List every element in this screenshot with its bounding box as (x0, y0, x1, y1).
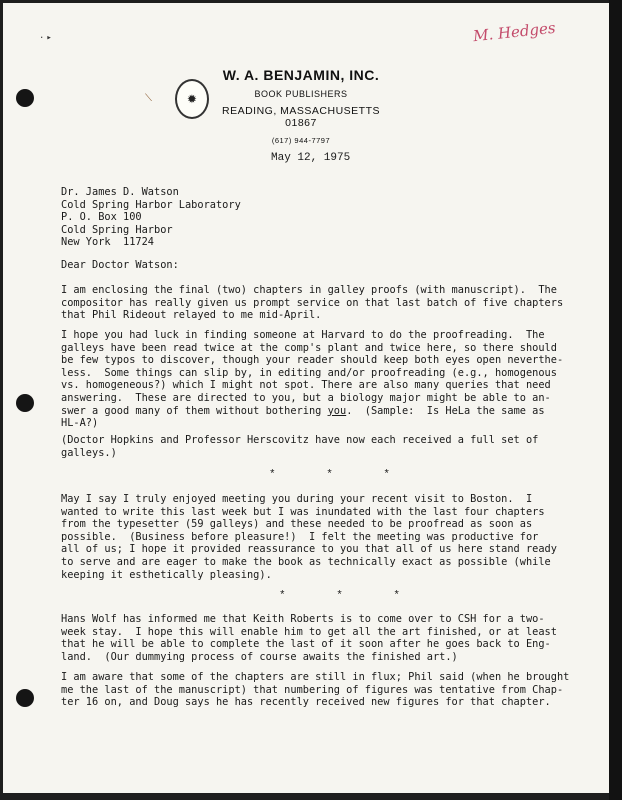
section-separator: * * * (269, 469, 413, 481)
company-name: W. A. BENJAMIN, INC. (222, 67, 380, 83)
text-line: from the typesetter (59 galleys) and these needed to be proofread as soon as (61, 518, 533, 531)
text-line: ter 16 on, and Doug says he has recently received new figures for that chapter. (61, 696, 551, 709)
letter-page (3, 3, 609, 793)
text-line: HL-A?) (61, 417, 99, 430)
address-line: P. O. Box 100 (61, 211, 142, 224)
text-line: galleys have been read twice at the comp's plant and twice here, so there should (61, 341, 557, 354)
text-line: week stay. I hope this will enable him to get all the art finished, or at least (61, 625, 557, 638)
salutation: Dear Doctor Watson: (61, 259, 179, 271)
text-line: all of us; I hope it provided reassurance to you that all of us here stand ready (61, 543, 557, 556)
text-line: that Phil Rideout relayed to me mid-April. (61, 309, 322, 322)
address-line: Cold Spring Harbor Laboratory (61, 198, 241, 211)
address-line: New York 11724 (61, 236, 154, 249)
binder-hole (16, 689, 34, 707)
text-line: May I say I truly enjoyed meeting you during your recent visit to Boston. I (61, 493, 533, 505)
address-line: Cold Spring Harbor (61, 223, 173, 236)
ink-mark: ⟍ (145, 94, 152, 105)
handwritten-note: M. Hedges (472, 18, 557, 46)
text-line: compositor has really given us prompt service on that last batch of five chapters (61, 296, 564, 309)
text-line: answering. These are directed to you, but a biology major might be able to an- (61, 391, 551, 404)
binder-hole (16, 89, 34, 107)
text-line: to serve and are eager to make the book as technically exact as possible (while (61, 555, 551, 568)
text-line: that he will be able to complete the last of it soon after he goes back to Eng- (61, 638, 551, 651)
text-line: vs. homogeneous?) which I might not spot. There are also many queries that need (61, 379, 551, 392)
text-line: I am aware that some of the chapters are still in flux; Phil said (when he brought (61, 671, 570, 683)
section-separator: * * * (279, 590, 423, 602)
company-subtitle: BOOK PUBLISHERS (254, 89, 348, 99)
text-line: (Doctor Hopkins and Professor Herscovitz have now each received a full set of (61, 434, 539, 446)
scanner-edge (609, 0, 622, 800)
text-line: galleys.) (61, 446, 117, 459)
text-line: . (Sample: Is HeLa the same as (346, 404, 545, 417)
text-line: Hans Wolf has informed me that Keith Roberts is to come over to CSH for a two- (61, 613, 545, 625)
binder-hole (16, 394, 34, 412)
recipient-address (61, 186, 241, 249)
text-line: I hope you had luck in finding someone at Harvard to do the proofreading. The (61, 329, 545, 341)
underlined-word: you (327, 404, 347, 417)
text-line: swer a good many of them without bothering (61, 404, 328, 417)
paragraph-1 (61, 284, 563, 322)
address-line: Dr. James D. Watson (61, 186, 179, 198)
text-line: keeping it esthetically pleasing). (61, 568, 272, 581)
letter-date: May 12, 1975 (271, 152, 351, 164)
paragraph-5 (61, 613, 557, 663)
text-line: wanted to write this last week but I was inundated with the last four chapters (61, 505, 545, 518)
paragraph-4 (61, 493, 557, 581)
paragraph-2 (61, 329, 563, 430)
text-line: be few typos to discover, though your reader should keep both eyes open neverthe- (61, 354, 564, 367)
paragraph-6 (61, 671, 569, 709)
letterhead (221, 67, 381, 145)
company-address: READING, MASSACHUSETTS 01867 (221, 105, 381, 129)
text-line: me the last of the manuscript) that numbering of figures was tentative from Chap- (61, 683, 564, 696)
text-line: less. Some things can slip by, in editing and/or proofreading (e.g., homogenous (61, 366, 557, 379)
company-phone: (617) 944-7797 (271, 136, 331, 145)
text-line: I am enclosing the final (two) chapters in galley proofs (with manuscript). The (61, 284, 557, 296)
corner-mark: ·▸ (39, 33, 54, 43)
text-line: land. (Our dummying process of course awaits the finished art.) (61, 650, 458, 663)
publisher-logo-icon: ✹ (175, 79, 209, 119)
text-line: possible. (Business before pleasure!) I felt the meeting was productive for (61, 530, 539, 543)
paragraph-3 (61, 434, 538, 459)
